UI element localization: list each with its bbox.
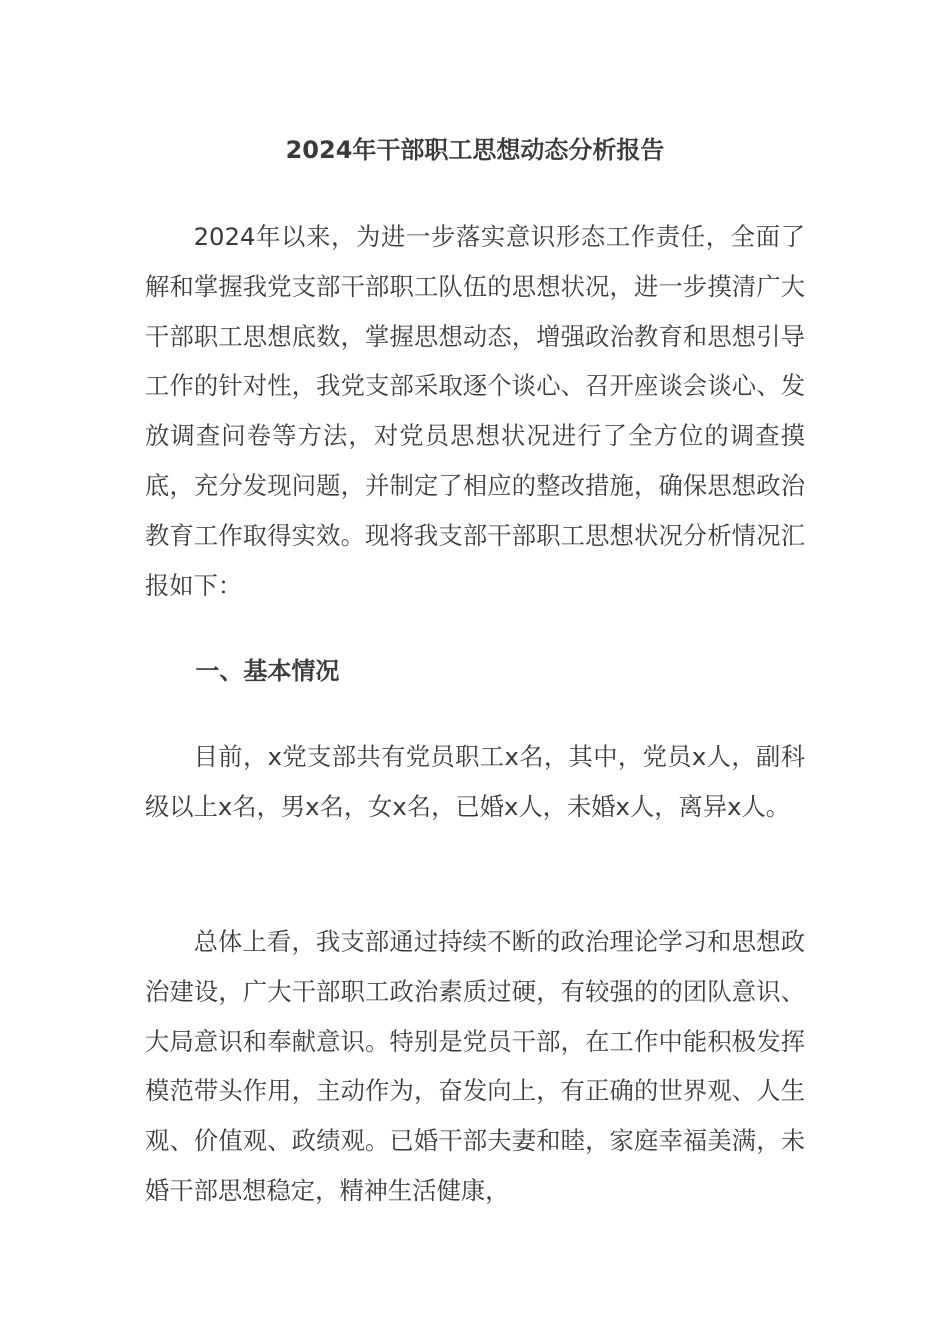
basic-situation-paragraph: 目前，x党支部共有党员职工x名，其中，党员x人，副科级以上x名，男x名，女x名，已婚x人，未婚x人，离异x人。 (145, 742, 805, 821)
overall-assessment-paragraph: 总体上看，我支部通过持续不断的政治理论学习和思想政治建设，广大干部职工政治素质过硬，有较强的的团队意识、大局意识和奉献意识。特别是党员干部，在工作中能积极发挥模范带头作用，主动作为，奋发向上，有正确的世界观、人生观、价值观、政绩观。已婚干部夫妻和睦，家庭幸福美满，未婚干部思想稳定，精神生活健康， (145, 927, 805, 1205)
document-title: 2024年干部职工思想动态分析报告 (285, 136, 665, 164)
intro-paragraph: 2024年以来，为进一步落实意识形态工作责任，全面了解和掌握我党支部干部职工队伍的思想状况，进一步摸清广大干部职工思想底数，掌握思想动态，增强政治教育和思想引导工作的针对性，我党支部采取逐个谈心、召开座谈会谈心、发放调查问卷等方法，对党员思想状况进行了全方位的调查摸底，充分发现问题，并制定了相应的整改措施，确保思想政治教育工作取得实效。现将我支部干部职工思想状况分析情况汇报如下： (145, 222, 805, 600)
section-heading-basic-situation: 一、基本情况 (195, 657, 340, 685)
